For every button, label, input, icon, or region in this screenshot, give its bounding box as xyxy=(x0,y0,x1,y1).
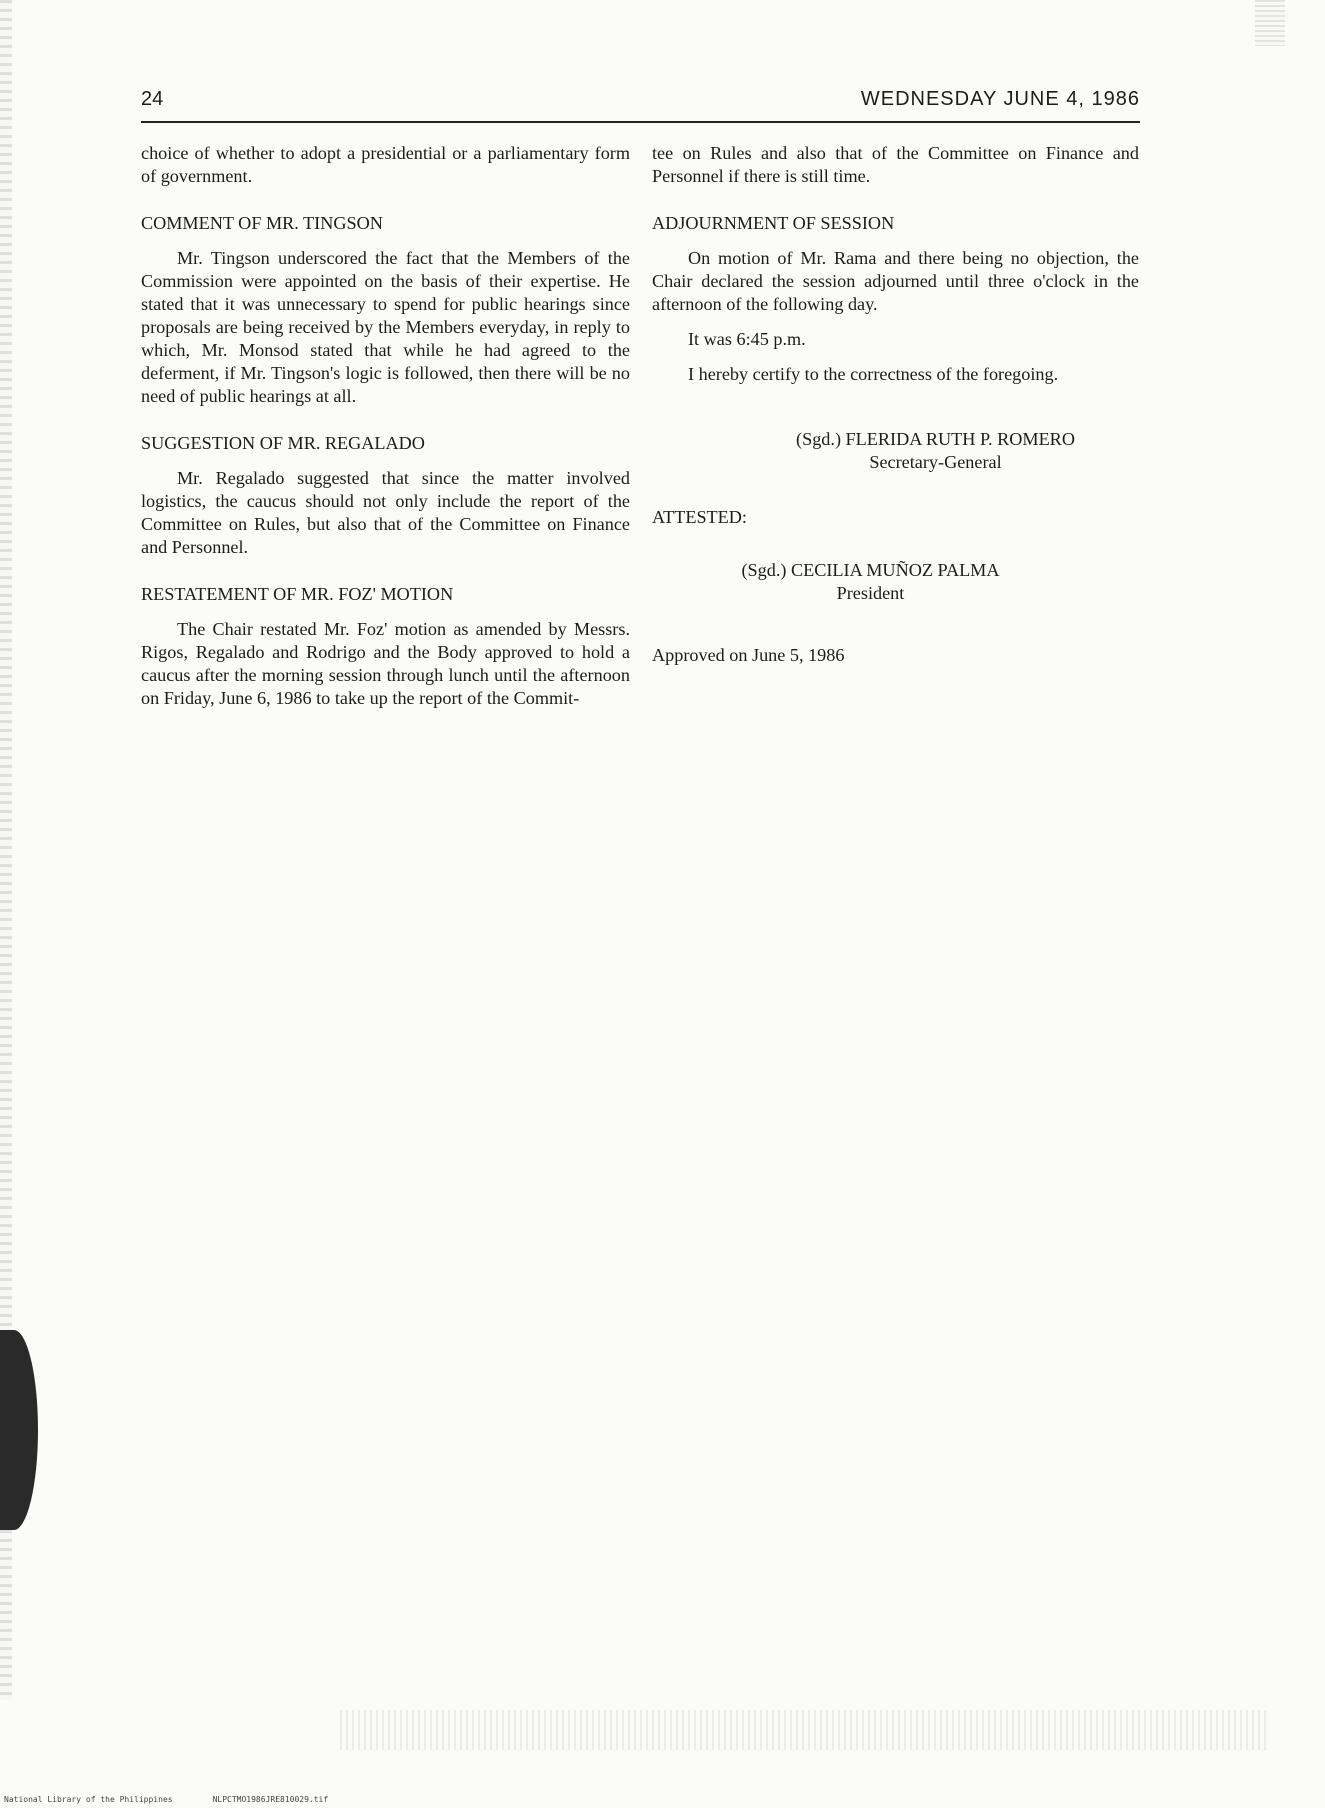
right-intro-text: tee on Rules and also that of the Committee on Finance and Personnel if there is still time. xyxy=(652,143,1139,186)
header-date: WEDNESDAY JUNE 4, 1986 xyxy=(860,88,1140,110)
section-body: The Chair restated Mr. Foz' motion as amended by Messrs. Rigos, Regalado and Rodrigo and the Body approved to hold a caucus after the morning session through lunch until the afternoon on Friday, June 6, 1986 to take up the report of the Commit- xyxy=(141,619,630,708)
president-name: (Sgd.) CECILIA MUÑOZ PALMA xyxy=(741,560,1000,580)
adjournment-heading: ADJOURNMENT OF SESSION xyxy=(652,213,895,233)
page-header xyxy=(141,88,1140,118)
right-column xyxy=(652,142,1139,667)
section-heading: SUGGESTION OF MR. REGALADO xyxy=(141,433,425,453)
president-title: President xyxy=(836,583,905,603)
section-heading: COMMENT OF MR. TINGSON xyxy=(141,213,383,233)
section-body: Mr. Regalado suggested that since the matter involved logistics, the caucus should not only include the report of the Committee on Rules, but also that of the Committee on Finance and Personnel. xyxy=(141,468,630,557)
approved-date: Approved on June 5, 1986 xyxy=(652,645,845,665)
section-body: Mr. Tingson underscored the fact that the Members of the Commission were appointed on the basis of their expertise. He stated that it was unnecessary to spend for public hearings since proposals are being received by the Members everyday, in reply to which, Mr. Monsod stated that while he had agreed to the deferment, if Mr. Tingson's logic is followed, then there will be no need of public hearings at all. xyxy=(141,248,630,406)
header-rule xyxy=(141,121,1140,123)
secretary-name: (Sgd.) FLERIDA RUTH P. ROMERO xyxy=(796,429,1075,449)
scan-edge-right xyxy=(1255,0,1285,46)
page-number: 24 xyxy=(141,88,164,110)
adjournment-time: It was 6:45 p.m. xyxy=(688,329,806,349)
left-column xyxy=(141,142,630,710)
secretary-title: Secretary-General xyxy=(869,452,1002,472)
secretary-signature xyxy=(652,428,1139,474)
footer-library: National Library of the Philippines xyxy=(4,1795,173,1804)
scan-shadow xyxy=(0,1330,38,1530)
attested-label: ATTESTED: xyxy=(652,507,747,527)
president-signature xyxy=(652,559,1139,605)
scan-noise-bottom xyxy=(340,1710,1270,1750)
footer-file: NLPCTMO1986JRE810029.tif xyxy=(212,1795,329,1804)
section-heading: RESTATEMENT OF MR. FOZ' MOTION xyxy=(141,584,454,604)
adjournment-body: On motion of Mr. Rama and there being no objection, the Chair declared the session adjourned until three o'clock in the afternoon of the following day. xyxy=(652,248,1139,314)
left-intro-text: choice of whether to adopt a presidential or a parliamentary form of government. xyxy=(141,143,630,186)
scan-footer xyxy=(4,1795,368,1804)
certification-text: I hereby certify to the correctness of the foregoing. xyxy=(688,364,1059,384)
